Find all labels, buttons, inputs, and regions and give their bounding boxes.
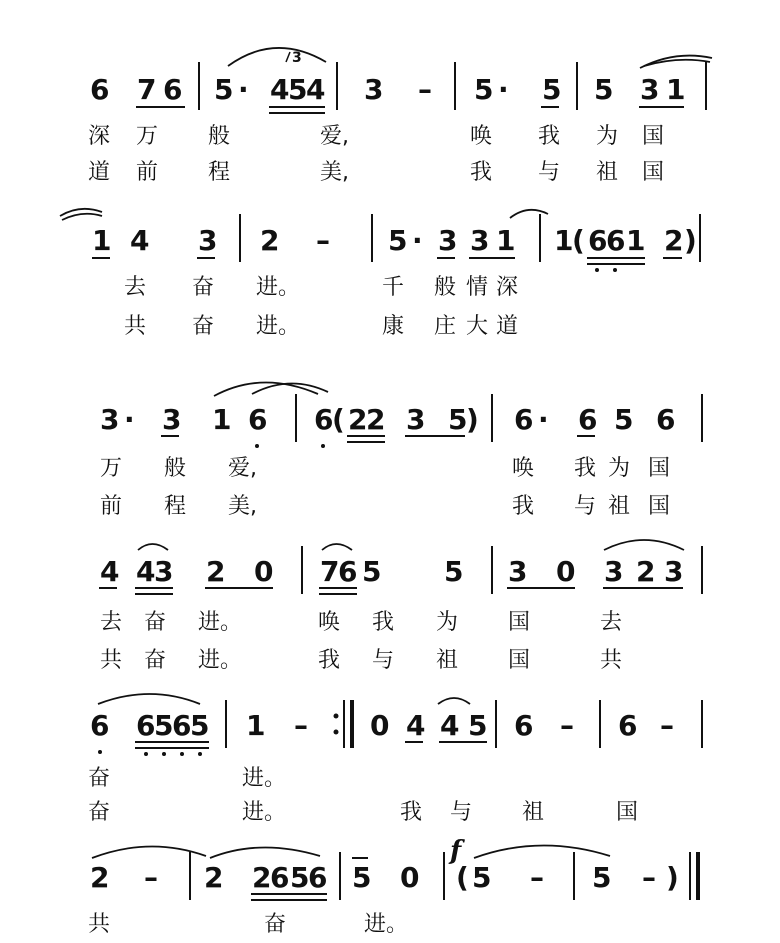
augmentation-dot: · <box>538 403 549 436</box>
note: 5 <box>444 555 464 588</box>
dash: – <box>642 861 656 894</box>
note: 2 <box>252 861 272 894</box>
lyric: 为 <box>436 610 459 635</box>
note: 5 <box>290 861 310 894</box>
lyric: 情 <box>466 275 489 300</box>
note: 5 <box>190 709 210 742</box>
paren: ) <box>466 403 479 436</box>
note: 6 <box>314 403 334 436</box>
note: 3 <box>364 73 384 106</box>
note: 5 <box>214 73 234 106</box>
note: 4 <box>100 555 120 588</box>
lyric: 唤 <box>470 124 493 149</box>
lyric: 美, <box>228 494 257 519</box>
lyric: 国 <box>642 160 665 185</box>
note: 5 <box>352 861 372 894</box>
lyric: 前 <box>136 160 159 185</box>
paren: ( <box>332 403 345 436</box>
note: 3 <box>470 224 490 257</box>
note: 6 <box>578 403 598 436</box>
lyric: 奋 <box>88 766 111 791</box>
note: 3 <box>154 555 174 588</box>
note: 6 <box>338 555 358 588</box>
lyric: 深 <box>496 275 519 300</box>
lyric: 爱, <box>228 456 257 481</box>
lyric: 共 <box>100 648 123 673</box>
lyric: 国 <box>508 610 531 635</box>
lyric: 与 <box>538 160 561 185</box>
augmentation-dot: · <box>412 224 423 257</box>
note: 4 <box>406 709 426 742</box>
lyric: 为 <box>596 124 619 149</box>
tuplet-number: 3 <box>292 50 302 66</box>
lyric: 我 <box>470 160 493 185</box>
lyric: 万 <box>136 124 159 149</box>
lyric: 祖 <box>608 494 631 519</box>
note: 3 <box>438 224 458 257</box>
note: 6 <box>172 709 192 742</box>
dash: – <box>316 224 330 257</box>
lyric: 国 <box>648 494 671 519</box>
lyric: 进。 <box>242 800 287 825</box>
note: 4 <box>136 555 156 588</box>
note: 6 <box>618 709 638 742</box>
note: 2 <box>348 403 368 436</box>
note: 3 <box>198 224 218 257</box>
lyric: 程 <box>208 160 231 185</box>
note: 3 <box>100 403 120 436</box>
note: 6 <box>270 861 290 894</box>
augmentation-dot: · <box>498 73 509 106</box>
note: 2 <box>90 861 110 894</box>
note: 6 <box>514 403 534 436</box>
dash: – <box>560 709 574 742</box>
note: 1 <box>554 224 574 257</box>
lyric: 国 <box>508 648 531 673</box>
note: 5 <box>468 709 488 742</box>
lyric: 奋 <box>264 912 287 937</box>
lyric: 祖 <box>436 648 459 673</box>
note: 5 <box>288 73 308 106</box>
lyric: 祖 <box>522 800 545 825</box>
note: 1 <box>246 709 266 742</box>
lyric: 去 <box>600 610 623 635</box>
note: 6 <box>656 403 676 436</box>
lyric: 共 <box>124 314 147 339</box>
note: 5 <box>542 73 562 106</box>
note: 6 <box>606 224 626 257</box>
paren: ) <box>666 861 679 894</box>
note: 0 <box>556 555 576 588</box>
note: 1 <box>626 224 646 257</box>
note: 3 <box>508 555 528 588</box>
lyric: 国 <box>648 456 671 481</box>
augmentation-dot: · <box>238 73 249 106</box>
note: 2 <box>664 224 684 257</box>
note: 1 <box>212 403 232 436</box>
lyric: 万 <box>100 456 123 481</box>
note: 2 <box>204 861 224 894</box>
lyric: 共 <box>88 912 111 937</box>
note: 0 <box>370 709 390 742</box>
lyric: 与 <box>574 494 597 519</box>
note: 2 <box>206 555 226 588</box>
note: 0 <box>254 555 274 588</box>
lyric: 我 <box>400 800 423 825</box>
lyric: 进。 <box>256 275 301 300</box>
note: 5 <box>614 403 634 436</box>
lyric: 唤 <box>318 610 341 635</box>
lyric: 程 <box>164 494 187 519</box>
note: 3 <box>604 555 624 588</box>
note: 1 <box>92 224 112 257</box>
dash: – <box>418 73 432 106</box>
lyric: 共 <box>600 648 623 673</box>
lyric: 般 <box>434 275 457 300</box>
lyric: 道 <box>88 160 111 185</box>
note: 5 <box>592 861 612 894</box>
note: 5 <box>362 555 382 588</box>
lyric: 爱, <box>320 124 349 149</box>
note: 6 <box>248 403 268 436</box>
lyric: 国 <box>616 800 639 825</box>
lyric: 唤 <box>512 456 535 481</box>
note: 7 <box>137 73 157 106</box>
lyric: 般 <box>164 456 187 481</box>
note: 3 <box>162 403 182 436</box>
paren: ( <box>572 224 585 257</box>
note: 5 <box>448 403 468 436</box>
lyric: 我 <box>574 456 597 481</box>
lyric: 前 <box>100 494 123 519</box>
note: 6 <box>588 224 608 257</box>
lyric: 去 <box>100 610 123 635</box>
note: 5 <box>472 861 492 894</box>
note: 4 <box>270 73 290 106</box>
lyric: 奋 <box>192 275 215 300</box>
lyric: 国 <box>642 124 665 149</box>
lyric: 去 <box>124 275 147 300</box>
lyric: 大 <box>466 314 489 339</box>
note: 5 <box>474 73 494 106</box>
lyric: 我 <box>372 610 395 635</box>
lyric: 美, <box>320 160 349 185</box>
note: 5 <box>594 73 614 106</box>
lyric: 进。 <box>198 610 243 635</box>
note: 6 <box>163 73 183 106</box>
lyric: 与 <box>450 800 473 825</box>
note: 1 <box>496 224 516 257</box>
note: 3 <box>640 73 660 106</box>
note: 6 <box>514 709 534 742</box>
lyric: 为 <box>608 456 631 481</box>
note: 3 <box>664 555 684 588</box>
lyric: 奋 <box>144 610 167 635</box>
note: 6 <box>90 709 110 742</box>
lyric: 进。 <box>364 912 409 937</box>
lyric: 进。 <box>256 314 301 339</box>
dash: – <box>660 709 674 742</box>
note: 4 <box>440 709 460 742</box>
dash: – <box>144 861 158 894</box>
note: 6 <box>308 861 328 894</box>
note: 3 <box>406 403 426 436</box>
lyric: 道 <box>496 314 519 339</box>
paren: ) <box>684 224 697 257</box>
note: 7 <box>320 555 340 588</box>
lyric: 我 <box>512 494 535 519</box>
lyric: 般 <box>208 124 231 149</box>
lyric: 奋 <box>192 314 215 339</box>
note: 2 <box>636 555 656 588</box>
paren: ( <box>456 861 469 894</box>
note: 2 <box>260 224 280 257</box>
note: 4 <box>130 224 150 257</box>
note: 4 <box>306 73 326 106</box>
lyric: 我 <box>318 648 341 673</box>
dash: – <box>294 709 308 742</box>
dash: – <box>530 861 544 894</box>
lyric: 奋 <box>144 648 167 673</box>
lyric: 我 <box>538 124 561 149</box>
note: 5 <box>388 224 408 257</box>
lyric: 祖 <box>596 160 619 185</box>
note: 5 <box>154 709 174 742</box>
note: 6 <box>136 709 156 742</box>
lyric: 进。 <box>198 648 243 673</box>
lyric: 奋 <box>88 800 111 825</box>
augmentation-dot: · <box>124 403 135 436</box>
lyric: 进。 <box>242 766 287 791</box>
note: 6 <box>90 73 110 106</box>
note: 1 <box>666 73 686 106</box>
lyric: 与 <box>372 648 395 673</box>
lyric: 庄 <box>434 314 457 339</box>
note: 2 <box>366 403 386 436</box>
lyric: 康 <box>382 314 405 339</box>
dynamic-forte: f <box>450 836 462 866</box>
lyric: 深 <box>88 124 111 149</box>
note: 0 <box>400 861 420 894</box>
lyric: 千 <box>382 275 405 300</box>
